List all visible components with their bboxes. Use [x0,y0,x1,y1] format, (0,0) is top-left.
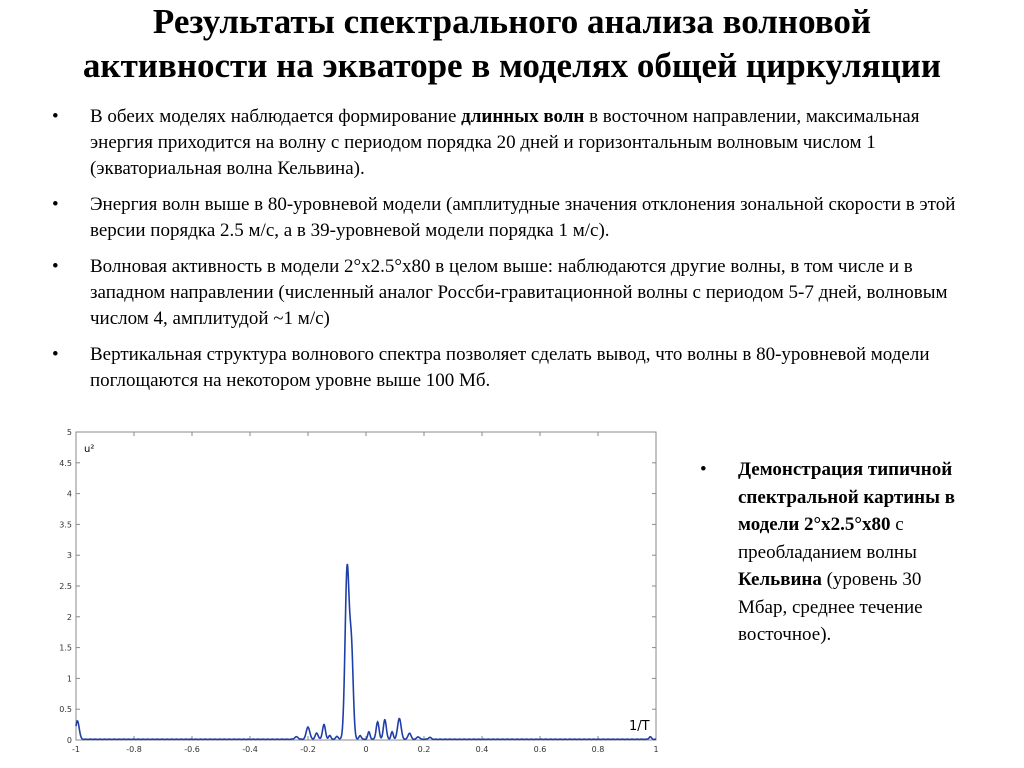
bullet-item-2 [52,192,972,244]
y-tick-label: 1.5 [59,643,72,653]
x-tick-label: 0 [363,745,369,754]
slide-title-line-2: активности на экваторе в моделях общей циркуляции [82,46,942,85]
side-note [700,456,970,649]
y-tick-label: 2.5 [59,582,72,591]
plot-area [76,432,656,740]
y-tick-label: 1 [66,674,72,684]
y-tick-label: 4.5 [59,458,72,468]
slide-title-line-1: Результаты спектрального анализа волновой [152,2,872,41]
spectrum-chart [50,422,670,758]
bullet-dot: • [52,194,59,215]
x-tick-label: -0.6 [184,745,200,754]
y-tick-label: 0 [66,736,72,745]
bullet-item-4 [52,342,972,394]
bullet-dot: • [52,106,59,127]
x-axis-label: 1/T [629,719,650,734]
bullet-4-text: Вертикальная структура волнового спектра позволяет сделать вывод, что волны в 80-уровневой модели поглощаются на некотором уровне выше 100 Мб. [90,344,930,391]
y-tick-label: 3.5 [59,520,72,530]
bullet-dot: • [52,344,59,365]
side-note-text-1: с преобладанием волны [738,514,917,563]
x-tick-label: 0.6 [533,745,547,754]
bullet-2-text: Энергия волн выше в 80-уровневой модели (амплитудные значения отклонения зональной скорости в этой версии порядка 2.5 м/с, а в 39-уровневой модели порядка 1 м/с). [90,194,956,241]
x-tick-label: -1 [72,745,80,754]
side-note-bold-2: Кельвина [738,569,822,590]
y-tick-label: 5 [66,428,72,437]
x-tick-label: -0.2 [300,745,316,754]
y-tick-label: 0.5 [59,705,72,715]
x-tick-label: -0.4 [242,745,258,754]
y-tick-label: 4 [66,489,72,499]
bullet-3-text: Волновая активность в модели 2°x2.5°x80 в целом выше: наблюдаются другие волны, в том числе и в западном направлении (численный аналог Россби-гравитационной волны с периодом 5-7 дней, волновым числом 4, амплитудой ~1 м/с) [90,256,948,329]
y-axis-label: u² [84,444,95,455]
side-note-item [700,456,970,649]
side-note-bold-1: Демонстрация типичной спектральной картины в модели 2°x2.5°x80 [738,459,955,535]
y-tick-label: 2 [66,612,72,622]
x-tick-label: 0.8 [591,745,605,754]
x-tick-label: 0.4 [475,745,489,754]
x-tick-label: 1 [653,745,659,754]
bullet-item-1 [52,104,972,182]
main-bullet-list [52,104,972,404]
bullet-1-bold: длинных волн [461,106,585,127]
y-tick-label: 3 [66,551,72,561]
x-tick-label: 0.2 [417,745,431,754]
bullet-1-text-end: в восточном направлении, максимальная энергия приходится на волну с периодом порядка 20 дней и горизонтальным волновым числом 1 (экваториальная волна Кельвина). [90,106,920,179]
x-tick-label: -0.8 [126,745,142,754]
bullet-1-text-start: В обеих моделях наблюдается формирование [90,106,462,127]
slide-title [0,0,1024,88]
bullet-dot: • [52,256,59,277]
side-note-text-2: (уровень 30 Мбар, среднее течение восточное). [738,569,923,645]
bullet-dot: • [700,459,707,480]
bullet-item-3 [52,254,972,332]
